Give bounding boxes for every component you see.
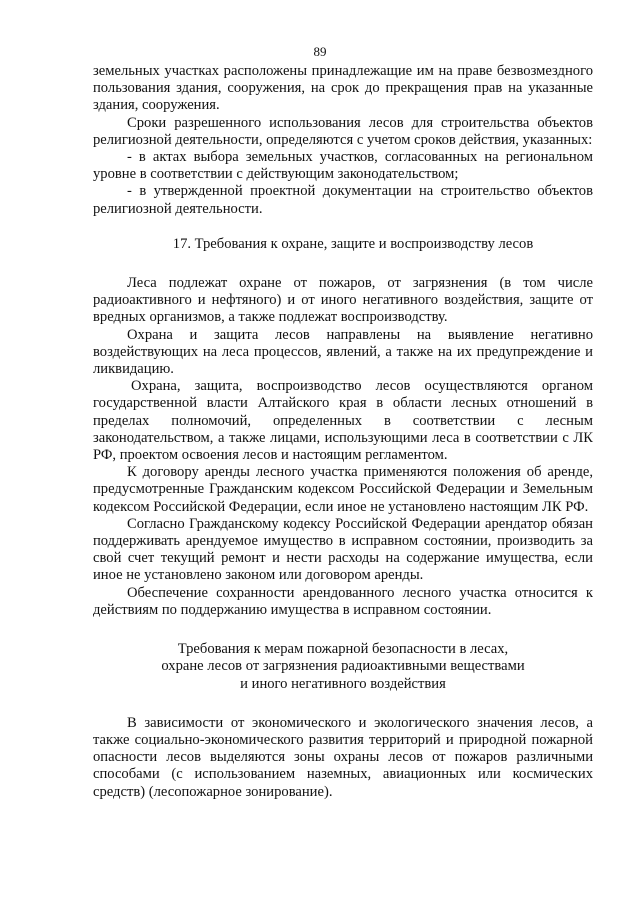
paragraph: Охрана и защита лесов направлены на выявление негативно воздействующих на леса процессов, явлений, а также на их предупреждение и ликвидацию.: [93, 326, 593, 378]
paragraph: Сроки разрешенного использования лесов для строительства объектов религиозной деятельности, определяются с учетом сроков действия, указанных:: [93, 114, 593, 148]
paragraph: Согласно Гражданскому кодексу Российской Федерации арендатор обязан поддерживать арендуемое имущество в исправном состоянии, производить за свой счет текущий ремонт и нести расходы на содержание имущества, если иное не установлено законом или договором аренды.: [93, 515, 593, 584]
paragraph: В зависимости от экономического и экологического значения лесов, а также социально-экономического развития территорий и природной пожарной опасности лесов выделяются зоны охраны лесов от пожаров различными способами (с использованием наземных, авиационных или космических средств) (лесопожарное зонирование).: [93, 714, 593, 800]
subsection-heading-line: и иного негативного воздействия: [240, 675, 446, 692]
paragraph: земельных участках расположены принадлежащие им на праве безвозмездного пользования здания, сооружения, на срок до прекращения прав на указанные здания, сооружения.: [93, 63, 593, 114]
paragraph: Леса подлежат охране от пожаров, от загрязнения (в том числе радиоактивного и нефтяного) и от иного негативного воздействия, защите от вредных организмов, а также подлежат воспроизводству.: [93, 275, 593, 326]
page-number: 89: [313, 44, 327, 59]
paragraph: Обеспечение сохранности арендованного лесного участка относится к действиям по поддержанию имущества в исправном состоянии.: [93, 584, 593, 618]
document-body: [93, 63, 593, 801]
subsection-heading: [93, 641, 593, 693]
section-heading: 17. Требования к охране, защите и воспроизводству лесов: [172, 235, 534, 252]
paragraph: Охрана, защита, воспроизводство лесов осуществляются органом государственной власти Алтайского края в области лесных отношений в пределах полномочий, определенных в соответствии с лесным законодательством, а также лицами, использующими леса в соответствии с ЛК РФ, проектом освоения лесов и настоящим регламентом.: [93, 378, 593, 464]
list-item: - в утвержденной проектной документации на строительство объектов религиозной деятельности.: [93, 183, 593, 217]
paragraph: К договору аренды лесного участка применяются положения об аренде, предусмотренные Гражданским кодексом Российской Федерации и Земельным кодексом Российской Федерации, если иное не установлено настоящим ЛК РФ.: [93, 464, 593, 515]
subsection-heading-line: охране лесов от загрязнения радиоактивными веществами: [161, 658, 525, 675]
list-item: - в актах выбора земельных участков, согласованных на региональном уровне в соответствии с действующим законодательством;: [93, 149, 593, 183]
subsection-heading-line: Требования к мерам пожарной безопасности в лесах,: [177, 641, 509, 658]
